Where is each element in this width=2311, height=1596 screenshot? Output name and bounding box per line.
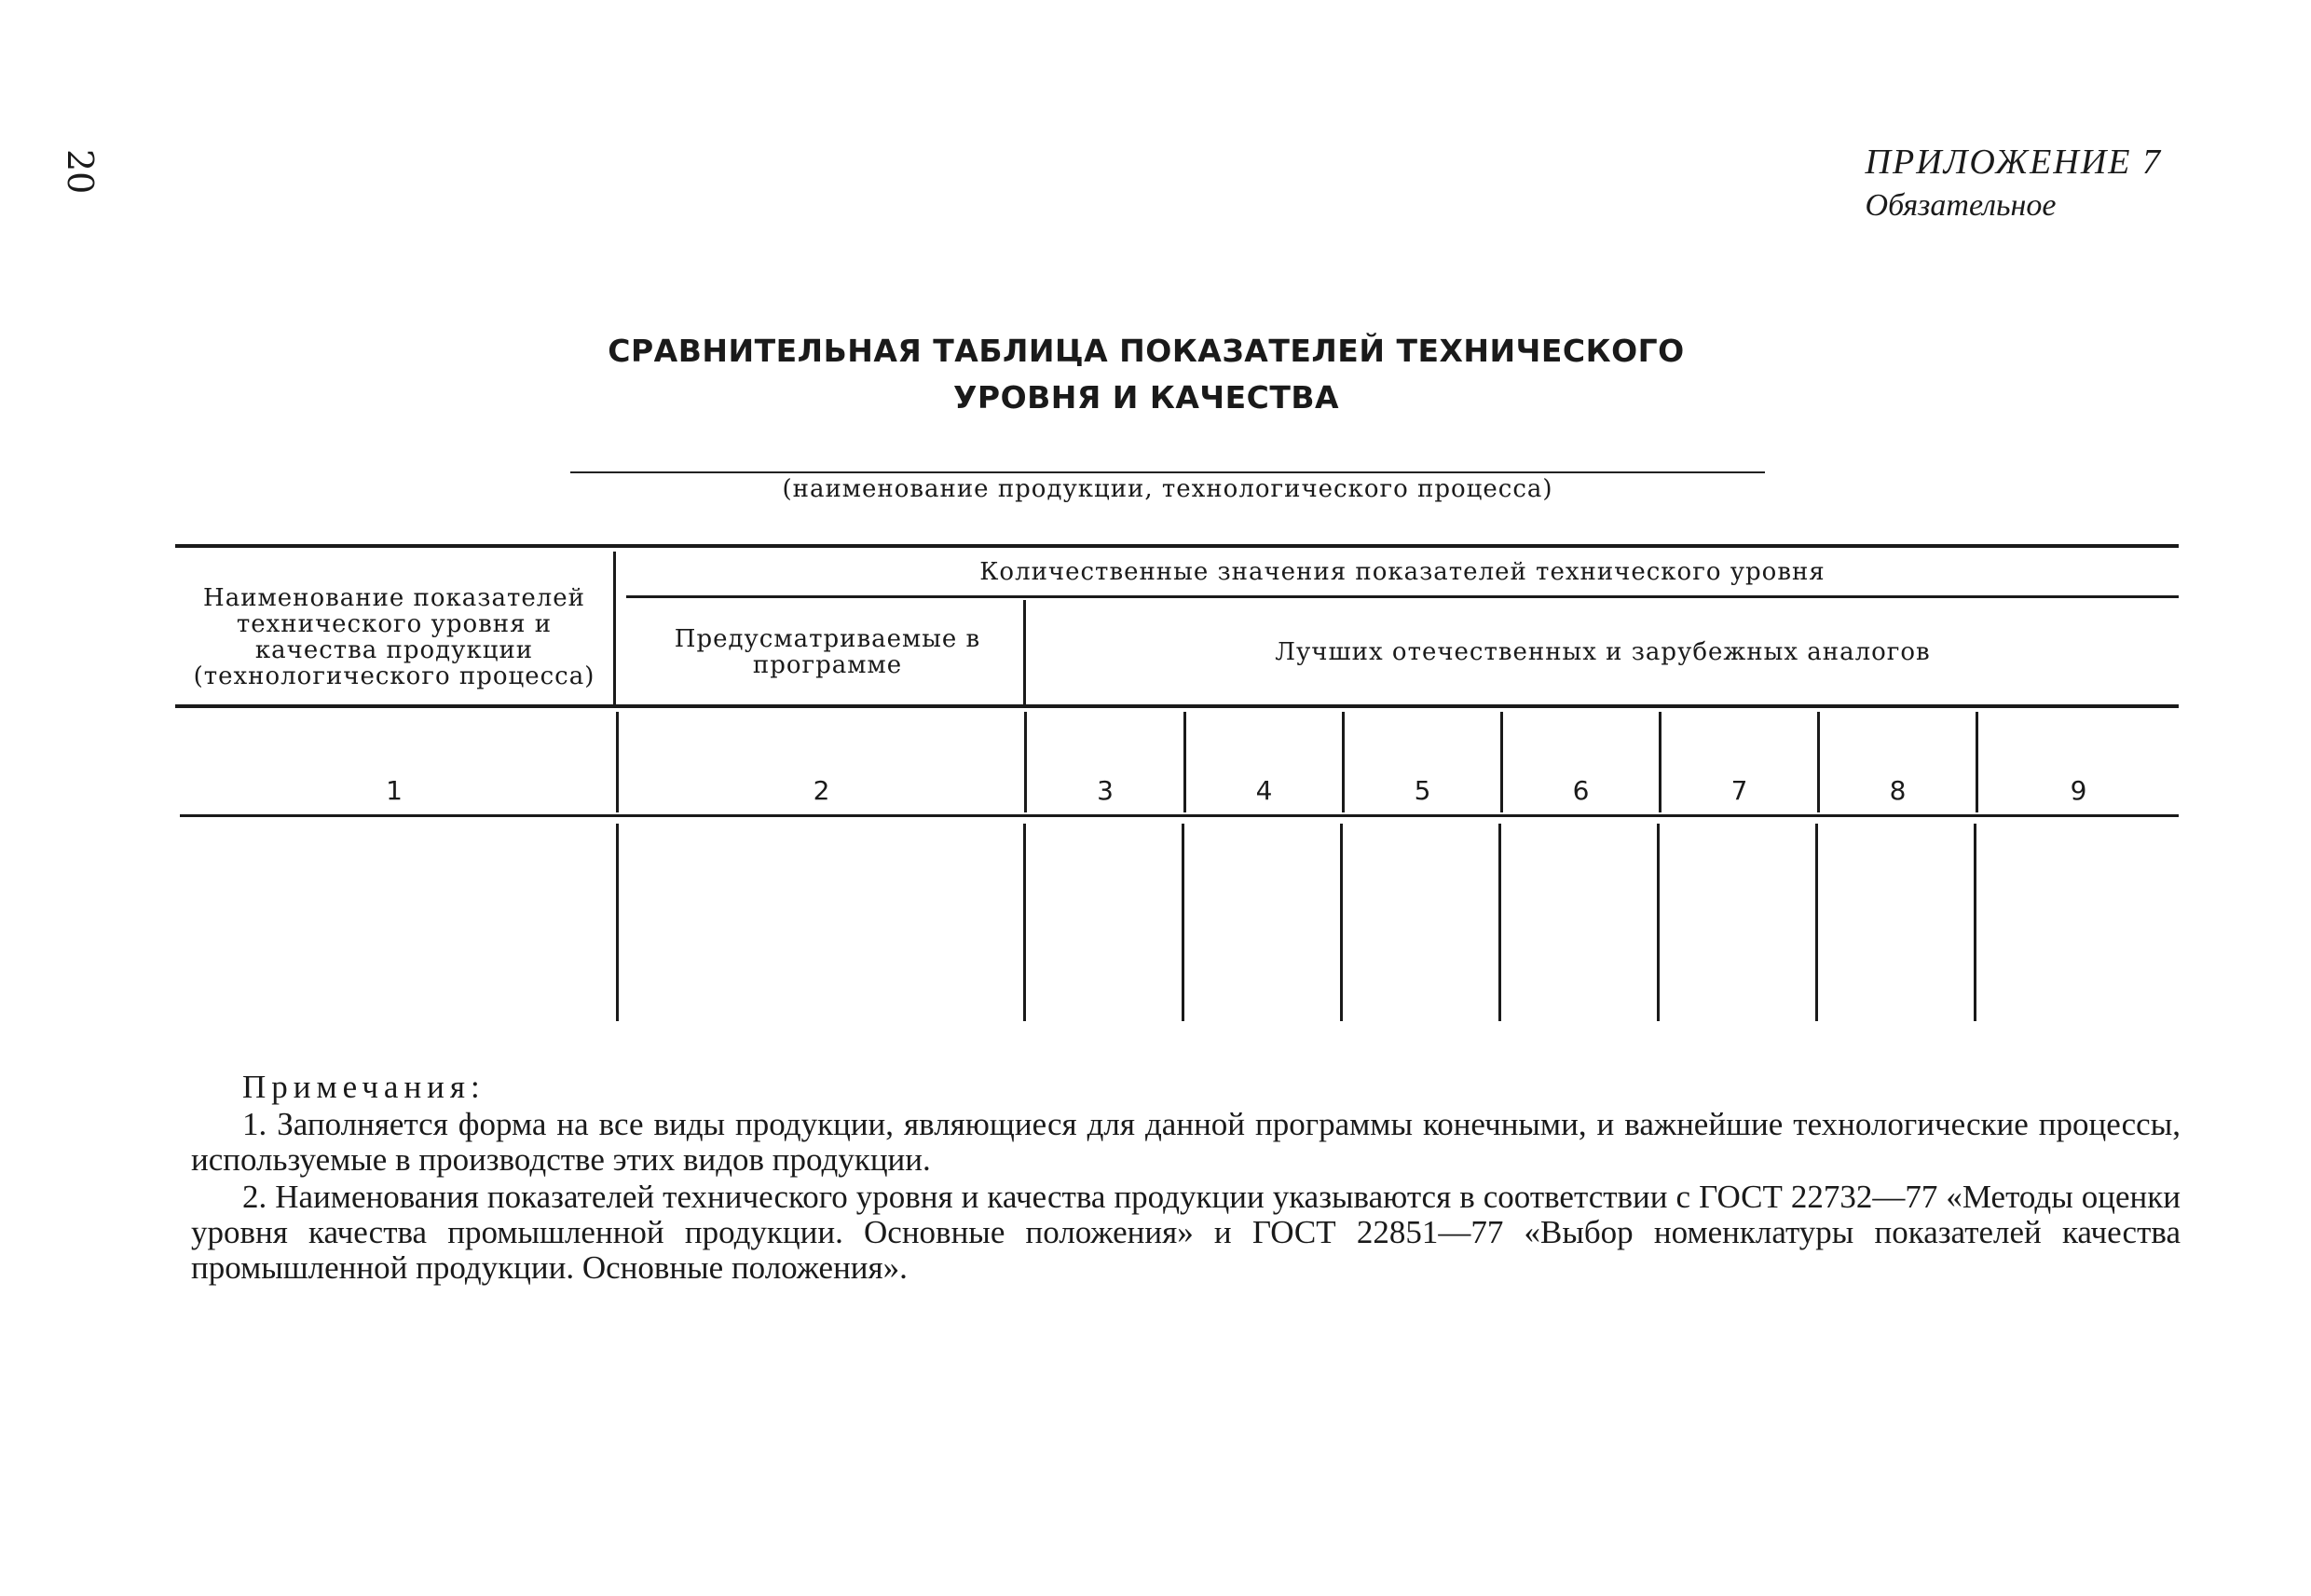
- appendix-title: ПРИЛОЖЕНИЕ 7: [1865, 143, 2162, 182]
- table-top-rule: [175, 544, 2179, 548]
- body-divider: [1974, 824, 1976, 1021]
- column-number-8: 8: [1889, 774, 1907, 806]
- page-number: 20: [60, 149, 101, 195]
- body-divider: [1023, 824, 1026, 1021]
- header-indicator-name: Наименование показателей технического уровня и качества продукции (технологического процесса): [193, 584, 595, 690]
- body-divider: [1815, 824, 1818, 1021]
- header-best-analogs: Лучших отечественных и зарубежных аналогов: [1275, 638, 1931, 666]
- header-divider-col1: [613, 552, 616, 704]
- column-number-6: 6: [1572, 774, 1590, 806]
- header-divider-col2: [1023, 600, 1026, 704]
- appendix-status: Обязательное: [1865, 188, 2057, 223]
- header-bottom-rule: [175, 704, 2179, 708]
- appendix-label: [1866, 142, 2162, 224]
- body-divider: [1657, 824, 1660, 1021]
- document-title-line1: СРАВНИТЕЛЬНАЯ ТАБЛИЦА ПОКАЗАТЕЛЕЙ ТЕХНИЧЕСКОГО: [608, 333, 1685, 369]
- notes-section: [191, 1070, 2181, 1286]
- column-number-7: 7: [1730, 774, 1748, 806]
- column-number-2: 2: [813, 774, 830, 806]
- fill-in-line: [570, 471, 1765, 473]
- body-divider: [1182, 824, 1184, 1021]
- document-title-line2: УРОВНЯ И КАЧЕСТВА: [952, 379, 1340, 416]
- column-number-4: 4: [1255, 774, 1273, 806]
- note-item: 2. Наименования показателей технического уровня и качества продукции указываются в соответствии с ГОСТ 22732—77 «Методы оценки уровня качества промышленной продукции. Основные положения» и ГОСТ 22851—77 «Выбор номенклатуры показателей качества промышленной продукции. Основные положения».: [191, 1179, 2181, 1286]
- fill-in-caption: (наименование продукции, технологического процесса): [782, 475, 1553, 503]
- column-number-9: 9: [2070, 774, 2087, 806]
- column-number-3: 3: [1097, 774, 1114, 806]
- body-divider: [1340, 824, 1343, 1021]
- notes-heading: Примечания:: [242, 1069, 485, 1105]
- document-title: [522, 328, 1771, 421]
- note-item: 1. Заполняется форма на все виды продукции, являющиеся для данной программы конечными, и важнейшие технологические процессы, используемые в производстве этих видов продукции.: [191, 1106, 2181, 1178]
- body-divider: [616, 824, 619, 1021]
- header-planned: Предусматриваемые в программе: [674, 625, 981, 679]
- column-number-1: 1: [386, 774, 403, 806]
- comparison-table: [175, 544, 2179, 1025]
- group-header-rule: [626, 595, 2179, 598]
- header-quantitative-values: Количественные значения показателей технического уровня: [979, 558, 1826, 586]
- column-number-5: 5: [1414, 774, 1431, 806]
- body-divider: [1498, 824, 1501, 1021]
